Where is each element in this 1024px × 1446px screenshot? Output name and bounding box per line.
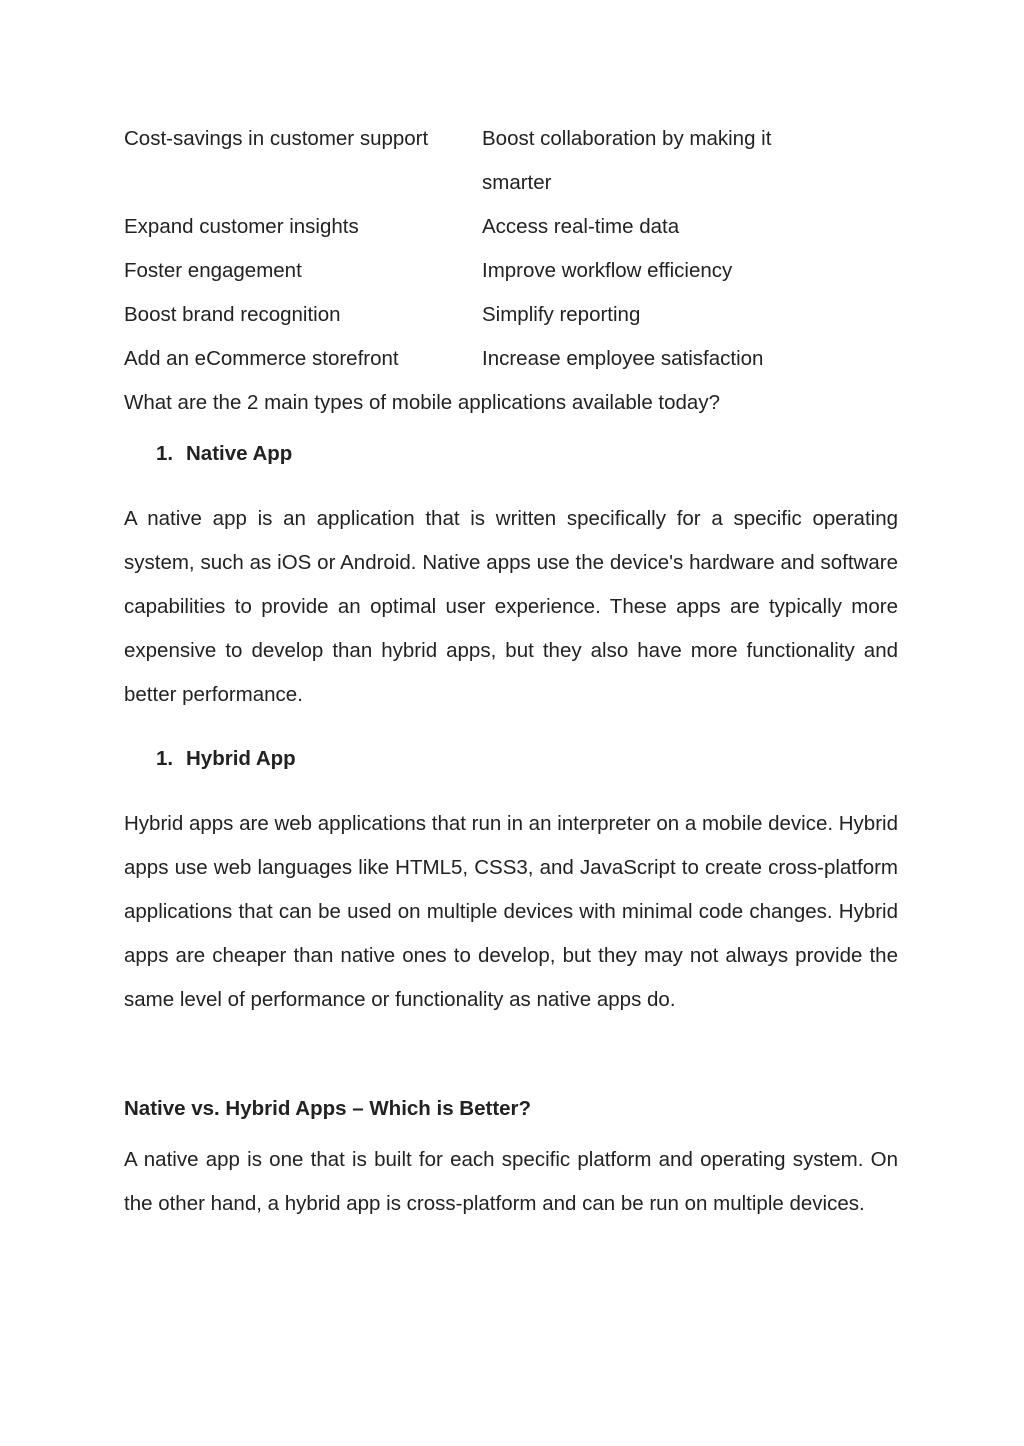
table-cell: Boost collaboration by making it smarter (482, 127, 772, 194)
table-row (124, 249, 898, 293)
table-cell: Boost brand recognition (124, 303, 341, 326)
hybrid-app-heading (156, 737, 296, 781)
table-row (124, 205, 898, 249)
table-row (124, 117, 898, 205)
native-app-heading (156, 432, 292, 476)
question-text: What are the 2 main types of mobile applications available today? (124, 391, 720, 414)
list-number: 1. (156, 442, 174, 465)
table-cell: Improve workflow efficiency (482, 259, 733, 282)
table-cell: Simplify reporting (482, 303, 641, 326)
table-cell: Access real-time data (482, 215, 680, 238)
table-row (124, 337, 898, 381)
table-cell: Increase employee satisfaction (482, 347, 764, 370)
benefits-table (124, 117, 898, 381)
comparison-paragraph: A native app is one that is built for each specific platform and operating system. On the other hand, a hybrid app is cross-platform and can be run on multiple devices. (124, 1148, 898, 1215)
native-app-paragraph: A native app is an application that is written specifically for a specific operating system, such as iOS or Android. Native apps use the device's hardware and software capabilities to provide an optimal user experience. These apps are typically more expensive to develop than hybrid apps, but they also have more functionality and better performance. (124, 507, 898, 706)
table-cell: Cost-savings in customer support (124, 127, 429, 150)
native-app-title: Native App (186, 442, 293, 465)
hybrid-app-title: Hybrid App (186, 747, 296, 770)
table-cell: Add an eCommerce storefront (124, 347, 399, 370)
table-cell: Expand customer insights (124, 215, 359, 238)
list-number: 1. (156, 747, 174, 770)
table-row (124, 293, 898, 337)
table-cell: Foster engagement (124, 259, 302, 282)
hybrid-app-paragraph: Hybrid apps are web applications that run in an interpreter on a mobile device. Hybrid apps use web languages like HTML5, CSS3, and JavaScript to create cross-platform applications that can be used on multiple devices with minimal code changes. Hybrid apps are cheaper than native ones to develop, but they may not always provide the same level of performance or functionality as native apps do. (124, 812, 898, 1011)
comparison-heading: Native vs. Hybrid Apps – Which is Better? (124, 1097, 532, 1120)
